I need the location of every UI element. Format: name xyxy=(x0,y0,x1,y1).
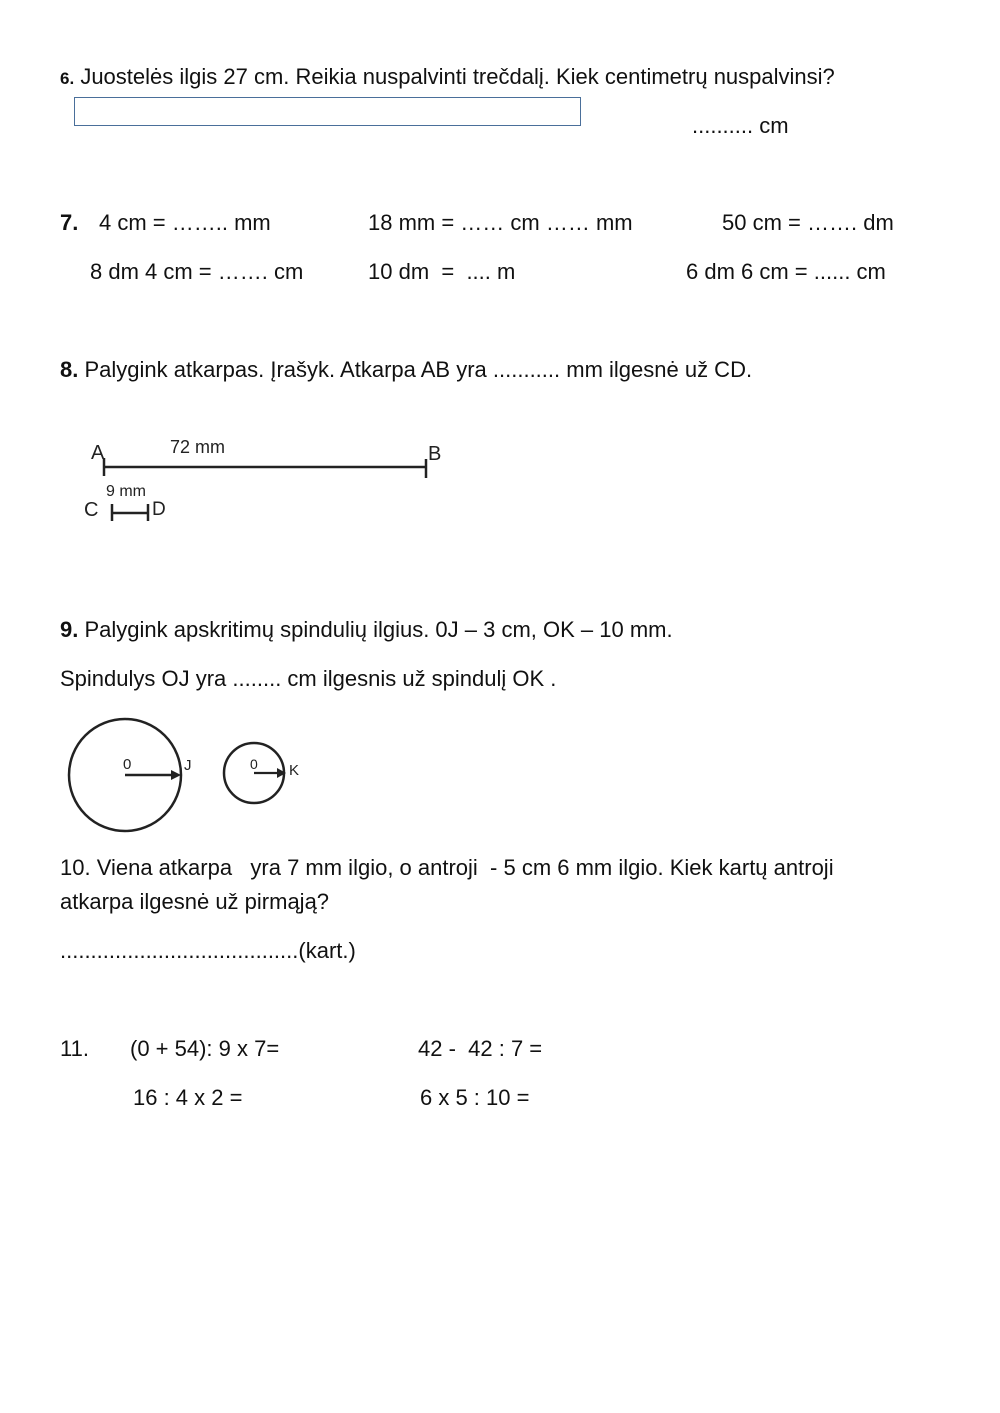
q7-item-1: 4 cm = …….. mm xyxy=(99,210,271,235)
q7-item-6: 6 dm 6 cm = ...... cm xyxy=(686,259,886,284)
q7-item-4: 8 dm 4 cm = ……. cm xyxy=(90,259,304,284)
label-b: B xyxy=(428,443,442,465)
q11-expr-4: 6 x 5 : 10 = xyxy=(420,1085,530,1110)
label-d: D xyxy=(152,499,166,520)
q6-number: 6. xyxy=(60,69,75,88)
q7-number: 7. xyxy=(60,210,79,235)
length-ab: 72 mm xyxy=(170,437,226,457)
label-a: A xyxy=(91,442,105,464)
q9-number: 9. xyxy=(60,617,79,642)
q8-text: Palygink atkarpas. Įrašyk. Atkarpa AB yra ........... mm ilgesnė už CD. xyxy=(84,357,753,382)
q7-item-3: 50 cm = ……. dm xyxy=(722,210,894,235)
q11-expr-3: 16 : 4 x 2 = xyxy=(133,1085,243,1110)
q10-text-line2: atkarpa ilgesnė už pirmąją? xyxy=(60,889,330,914)
circle-ok-center-label: 0 xyxy=(250,756,258,772)
q9-text: Palygink apskritimų spindulių ilgius. 0J – 3 cm, OK – 10 mm. xyxy=(84,617,673,642)
q6-text: Juostelės ilgis 27 cm. Reikia nuspalvinti trečdalį. Kiek centimetrų nuspalvinsi? xyxy=(80,64,835,89)
length-cd: 9 mm xyxy=(106,483,146,500)
segment-cd xyxy=(112,504,148,521)
circle-oj xyxy=(69,719,181,831)
q10-text-line1: 10. Viena atkarpa yra 7 mm ilgio, o antroji - 5 cm 6 mm ilgio. Kiek kartų antroji xyxy=(60,855,834,880)
q9-question xyxy=(60,617,673,643)
q7-item-2: 18 mm = …… cm …… mm xyxy=(368,210,633,235)
q11-expr-1: (0 + 54): 9 x 7= xyxy=(130,1036,280,1061)
circle-ok xyxy=(224,743,286,803)
q10-answer: .......................................(kart.) xyxy=(60,938,356,963)
circle-ok-point-label: K xyxy=(289,762,300,779)
circle-oj-center-label: 0 xyxy=(123,756,132,773)
q11-number: 11. xyxy=(60,1036,89,1061)
radius-oj-arrowhead xyxy=(171,770,181,780)
q7-item-5: 10 dm = .... m xyxy=(368,259,516,284)
q8-number: 8. xyxy=(60,357,79,382)
q6-answer: .......... cm xyxy=(692,113,789,138)
q9-line2: Spindulys OJ yra ........ cm ilgesnis už spindulį OK . xyxy=(60,666,557,691)
q11-expr-2: 42 - 42 : 7 = xyxy=(418,1036,543,1061)
circle-oj-point-label: J xyxy=(184,757,192,774)
label-c: C xyxy=(84,499,99,521)
segment-ab xyxy=(104,458,426,478)
